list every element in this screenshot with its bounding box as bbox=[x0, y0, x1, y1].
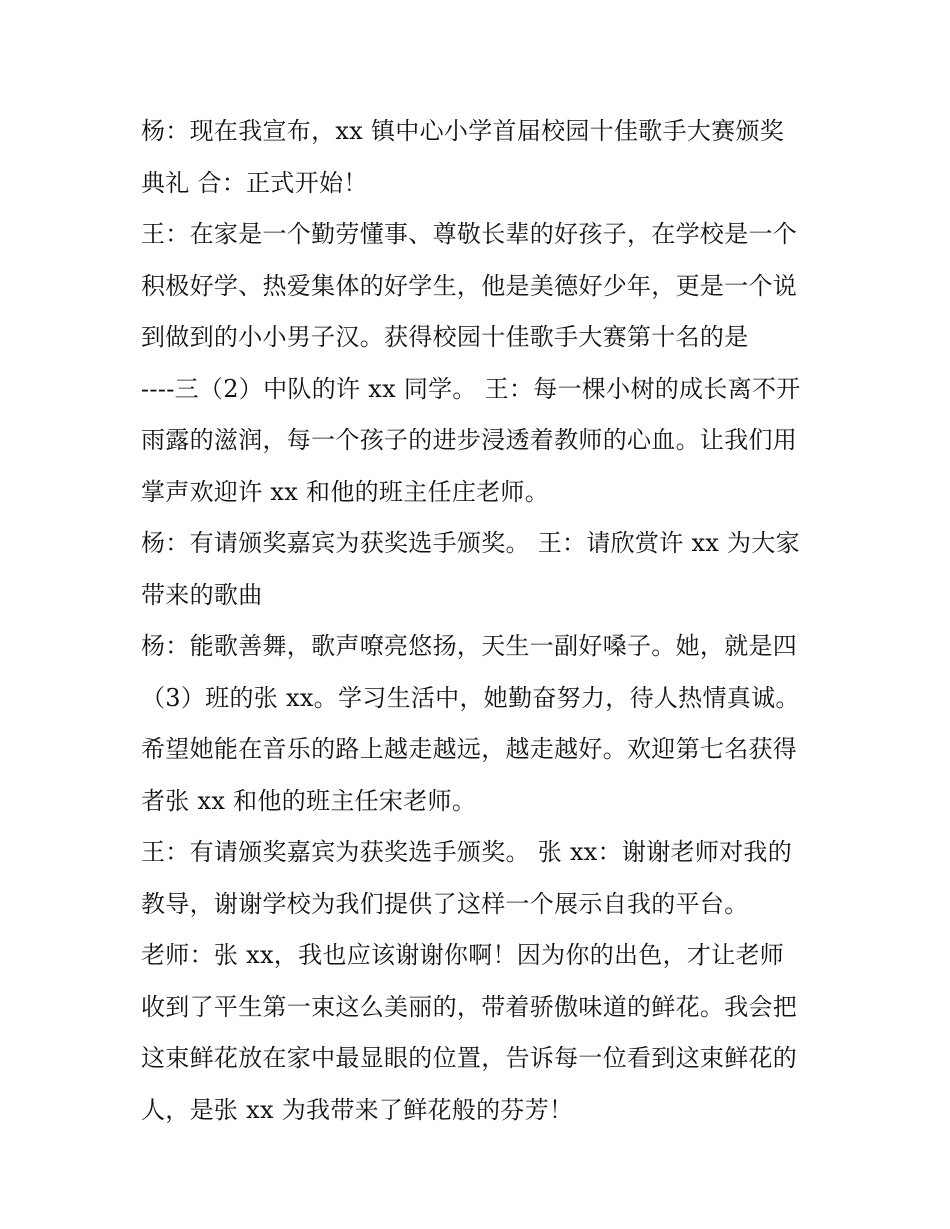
text-line: 者张 xx 和他的班主任宋老师。 bbox=[141, 786, 477, 815]
text-line: 带来的歌曲 bbox=[141, 580, 263, 609]
text-line: 王：在家是一个勤劳懂事、尊敬长辈的好孩子，在学校是一个 bbox=[141, 220, 798, 248]
text-line: 收到了平生第一束这么美丽的，带着骄傲味道的鲜花。我会把 bbox=[141, 992, 798, 1021]
text-line: 教导，谢谢学校为我们提供了这样一个展示自我的平台。 bbox=[141, 889, 749, 918]
text-line: 人，是张 xx 为我带来了鲜花般的芬芳！ bbox=[141, 1095, 574, 1124]
text-line: 积极好学、热爱集体的好学生，他是美德好少年，更是一个说 bbox=[141, 271, 798, 300]
text-line: 到做到的小小男子汉。获得校园十佳歌手大赛第十名的是 bbox=[141, 323, 749, 351]
text-line: 雨露的滋润，每一个孩子的进步浸透着教师的心血。让我们用 bbox=[141, 426, 798, 454]
text-line: 典礼 合：正式开始！ bbox=[141, 168, 368, 197]
text-line: 这束鲜花放在家中最显眼的位置，告诉每一位看到这束鲜花的 bbox=[141, 1044, 798, 1072]
text-line: 王：有请颁奖嘉宾为获奖选手颁奖。 张 xx：谢谢老师对我的 bbox=[141, 838, 793, 866]
text-line: 掌声欢迎许 xx 和他的班主任庄老师。 bbox=[141, 477, 550, 506]
text-line: （3）班的张 xx。学习生活中，她勤奋努力，待人热情真诚。 bbox=[141, 683, 800, 712]
document-body bbox=[141, 106, 821, 1136]
text-line: 杨：现在我宣布，xx 镇中心小学首届校园十佳歌手大赛颁奖 bbox=[141, 117, 785, 145]
text-line: ----三（2）中队的许 xx 同学。 王：每一棵小树的成长离不开 bbox=[141, 374, 801, 403]
text-line: 希望她能在音乐的路上越走越远，越走越好。欢迎第七名获得 bbox=[141, 735, 798, 763]
text-line: 杨：能歌善舞，歌声嘹亮悠扬，天生一副好嗓子。她，就是四 bbox=[141, 632, 798, 660]
text-line: 老师：张 xx，我也应该谢谢你啊！因为你的出色，才让老师 bbox=[141, 941, 785, 969]
text-line: 杨：有请颁奖嘉宾为获奖选手颁奖。 王：请欣赏许 xx 为大家 bbox=[141, 529, 800, 557]
